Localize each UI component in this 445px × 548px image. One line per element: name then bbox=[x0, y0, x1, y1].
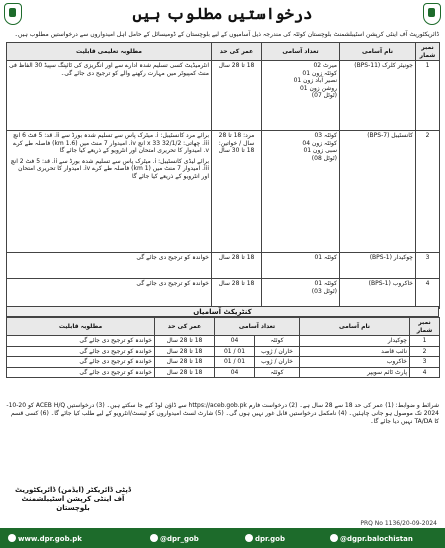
post-count: 04 bbox=[215, 336, 255, 347]
col-header-vacancies: تعداد آسامی bbox=[262, 43, 340, 61]
footer-handle-1[interactable]: @dpr_gob bbox=[150, 534, 199, 543]
age-limit: 18 تا 28 سال bbox=[212, 253, 262, 279]
col-header-qualification: مطلوبہ تعلیمی قابلیت bbox=[7, 43, 212, 61]
post-place: خاران / ژوب bbox=[255, 357, 300, 368]
table-row bbox=[7, 279, 440, 309]
row-number: 3 bbox=[410, 357, 440, 368]
contract-header-row bbox=[7, 318, 440, 336]
post-place: کوئٹہ bbox=[255, 367, 300, 378]
vacancy-list bbox=[262, 131, 340, 253]
post-count: 01 / 01 bbox=[215, 346, 255, 357]
qualification: خواندہ کو ترجیح دی جائے گی bbox=[7, 357, 155, 368]
vacancy-item: کوئٹہ زون 04 bbox=[302, 139, 337, 147]
col-header-no: نمبر شمار bbox=[416, 43, 440, 61]
vacancy-list bbox=[262, 253, 340, 279]
globe-icon bbox=[8, 534, 16, 542]
post-place: کوئٹہ bbox=[255, 336, 300, 347]
row-number: 4 bbox=[416, 279, 440, 309]
post-count: 01 / 01 bbox=[215, 357, 255, 368]
contract-section-title: کنٹریکٹ آسامیاں bbox=[6, 306, 439, 317]
age-limit: 18 تا 28 سال bbox=[212, 279, 262, 309]
vacancy-item: کوئٹہ 01 bbox=[314, 280, 337, 287]
contract-vacancy-table bbox=[6, 317, 440, 378]
age-limit: 18 تا 28 سال bbox=[155, 346, 215, 357]
table-row bbox=[7, 346, 440, 357]
footer-handle-3[interactable]: @dgpr.balochistan bbox=[330, 534, 413, 543]
row-number: 2 bbox=[416, 131, 440, 253]
qualification: انٹرمیڈیٹ کسی تسلیم شدہ ادارے سے اور انگریزی کی ٹائپنگ سپیڈ 30 الفاظ فی منٹ کمپیوٹر میں مہارت رکھنے والے کو ترجیح دی جائے گی۔ bbox=[7, 61, 212, 131]
vacancy-list bbox=[262, 279, 340, 309]
footer-website[interactable]: www.dpr.gob.pk bbox=[8, 534, 82, 543]
age-limit: 18 تا 28 سال bbox=[155, 367, 215, 378]
age-limit: 18 تا 28 سال bbox=[155, 357, 215, 368]
terms-and-conditions: شرائط و ضوابط: (1) عمر کی حد 18 سے 28 سال ہے۔ (2) درخواست فارم https://aceb.gob.pk سے ڈاؤن لوڈ کیے جا سکتے ہیں۔ (3) درخواستیں ACEB H/Q کو 20-10-2024 تک موصول ہو جانی چاہئیں۔ (4) نامکمل درخواستیں قابل غور نہیں ہوں گی۔ (5) شارٹ لسٹ امیدواروں کو ٹیسٹ/انٹرویو کے لیے طلب کیا جائے گا۔ (6) کسی قسم کا TA/DA نہیں دیا جائے گا۔ bbox=[6, 402, 439, 425]
footer-handle-2[interactable]: dpr.gob bbox=[245, 534, 285, 543]
table-row bbox=[7, 253, 440, 279]
col-header-age: عمر کی حد bbox=[155, 318, 215, 336]
row-number: 4 bbox=[410, 367, 440, 378]
post-count: 04 bbox=[215, 367, 255, 378]
facebook-icon bbox=[245, 534, 253, 542]
vacancy-item: سبی زون 01 bbox=[303, 147, 337, 154]
vacancy-total: (ٹوٹل 08) bbox=[311, 154, 337, 162]
age-limit: 18 تا 28 سال bbox=[155, 336, 215, 347]
col-header-no: نمبر شمار bbox=[410, 318, 440, 336]
vacancy-total: (ٹوٹل 03) bbox=[311, 287, 337, 295]
instagram-icon bbox=[330, 534, 338, 542]
table-row bbox=[7, 336, 440, 347]
row-number: 1 bbox=[410, 336, 440, 347]
row-number: 3 bbox=[416, 253, 440, 279]
qualification: خواندہ کو ترجیح دی جائے گی bbox=[7, 336, 155, 347]
qualification: خواندہ کو ترجیح دی جائے گی bbox=[7, 367, 155, 378]
row-number: 1 bbox=[416, 61, 440, 131]
signature-line-1: ڈپٹی ڈائریکٹر (ایڈمن) ڈائریکٹوریٹ bbox=[14, 486, 132, 494]
vacancy-item: کوئٹہ زون 01 bbox=[302, 69, 337, 77]
post-name: چوکیدار (BPS-1) bbox=[340, 253, 416, 279]
table-header-row bbox=[7, 43, 440, 61]
post-name: خاکروب bbox=[300, 357, 410, 368]
signature-block bbox=[8, 486, 138, 513]
table-row bbox=[7, 61, 440, 131]
post-name: پارٹ ٹائم سویپر bbox=[300, 367, 410, 378]
post-name: نائب قاصد bbox=[300, 346, 410, 357]
vacancy-item: کوئٹہ 01 bbox=[314, 254, 337, 261]
post-name: کانسٹیبل (BPS-7) bbox=[340, 131, 416, 253]
table-row bbox=[7, 357, 440, 368]
header bbox=[0, 0, 445, 30]
table-row bbox=[7, 131, 440, 253]
vacancy-item: نصیر آباد زون 01 bbox=[293, 77, 337, 84]
col-header-age: عمر کی حد bbox=[212, 43, 262, 61]
main-vacancy-table bbox=[6, 42, 440, 309]
col-header-post: نام آسامی bbox=[300, 318, 410, 336]
col-header-vacancies: تعداد آسامی bbox=[215, 318, 300, 336]
vacancy-item: کوئٹہ 03 bbox=[314, 132, 337, 139]
page-title: درخواستیں مطلوب ہیں bbox=[132, 4, 313, 23]
qualification: خواندہ کو ترجیح دی جائے گی bbox=[7, 253, 212, 279]
post-place: خاران / ژوب bbox=[255, 346, 300, 357]
ace-emblem-icon bbox=[423, 3, 441, 25]
post-name: جونیئر کلرک (BPS-11) bbox=[340, 61, 416, 131]
table-row bbox=[7, 367, 440, 378]
col-header-qualification: مطلوبہ قابلیت bbox=[7, 318, 155, 336]
post-name: خاکروب (BPS-1) bbox=[340, 279, 416, 309]
qualification: خواندہ کو ترجیح دی جائے گی bbox=[7, 279, 212, 309]
row-number: 2 bbox=[410, 346, 440, 357]
qualification-female: برائے لیڈی کانسٹیبل: i. میٹرک پاس سے تسلیم شدہ بورڈ سے ii. قد: 5 فٹ 2 انچ iii. امیدوار 7 منٹ میں (1 km) فاصلہ طے کرے iv. امیدوار کا تحریری امتحان اور انٹرویو کے ذریعے کیا جائے گا bbox=[10, 157, 209, 180]
vacancy-list bbox=[262, 61, 340, 131]
signature-line-2: آف اینٹی کرپشن اسٹیبلشمنٹ بلوچستان bbox=[21, 495, 125, 512]
qualification: خواندہ کو ترجیح دی جائے گی bbox=[7, 346, 155, 357]
x-icon bbox=[150, 534, 158, 542]
age-limit: مرد: 18 تا 28 سال / خواتین: 18 تا 30 سال bbox=[212, 131, 262, 253]
prq-number: PRQ No 1136/20-09-2024 bbox=[360, 520, 437, 527]
age-limit: 18 تا 28 سال bbox=[212, 61, 262, 131]
vacancy-total: (ٹوٹل 07) bbox=[311, 92, 337, 99]
col-header-post: نام آسامی bbox=[340, 43, 416, 61]
post-name: چوکیدار bbox=[300, 336, 410, 347]
qualification bbox=[7, 131, 212, 253]
footer-bar bbox=[0, 528, 445, 548]
intro-text: ڈائریکٹوریٹ آف اینٹی کرپشن اسٹیبلشمنٹ بلوچستان کوئٹہ کی مندرجہ ذیل آسامیوں کے لیے بلوچستان کے ڈومیسائل کے حامل اہل امیدواروں سے درخواستیں مطلوب ہیں۔ bbox=[14, 31, 439, 38]
qualification-male: برائے مرد کانسٹیبل: i. میٹرک پاس سے تسلیم شدہ بورڈ سے ii. قد: 5 فٹ 6 انچ iii. چھاتی: 32/1/2 x 33 انچ iv. امیدوار 7 منٹ میں (1.6 km) فاصلہ طے کرے v. امیدوار کا تحریری امتحان اور انٹرویو کے ذریعے کیا جائے گا bbox=[12, 132, 209, 154]
vacancy-item: روشن زون 01 bbox=[299, 84, 337, 92]
vacancy-item: میرٹ 02 bbox=[313, 62, 337, 69]
